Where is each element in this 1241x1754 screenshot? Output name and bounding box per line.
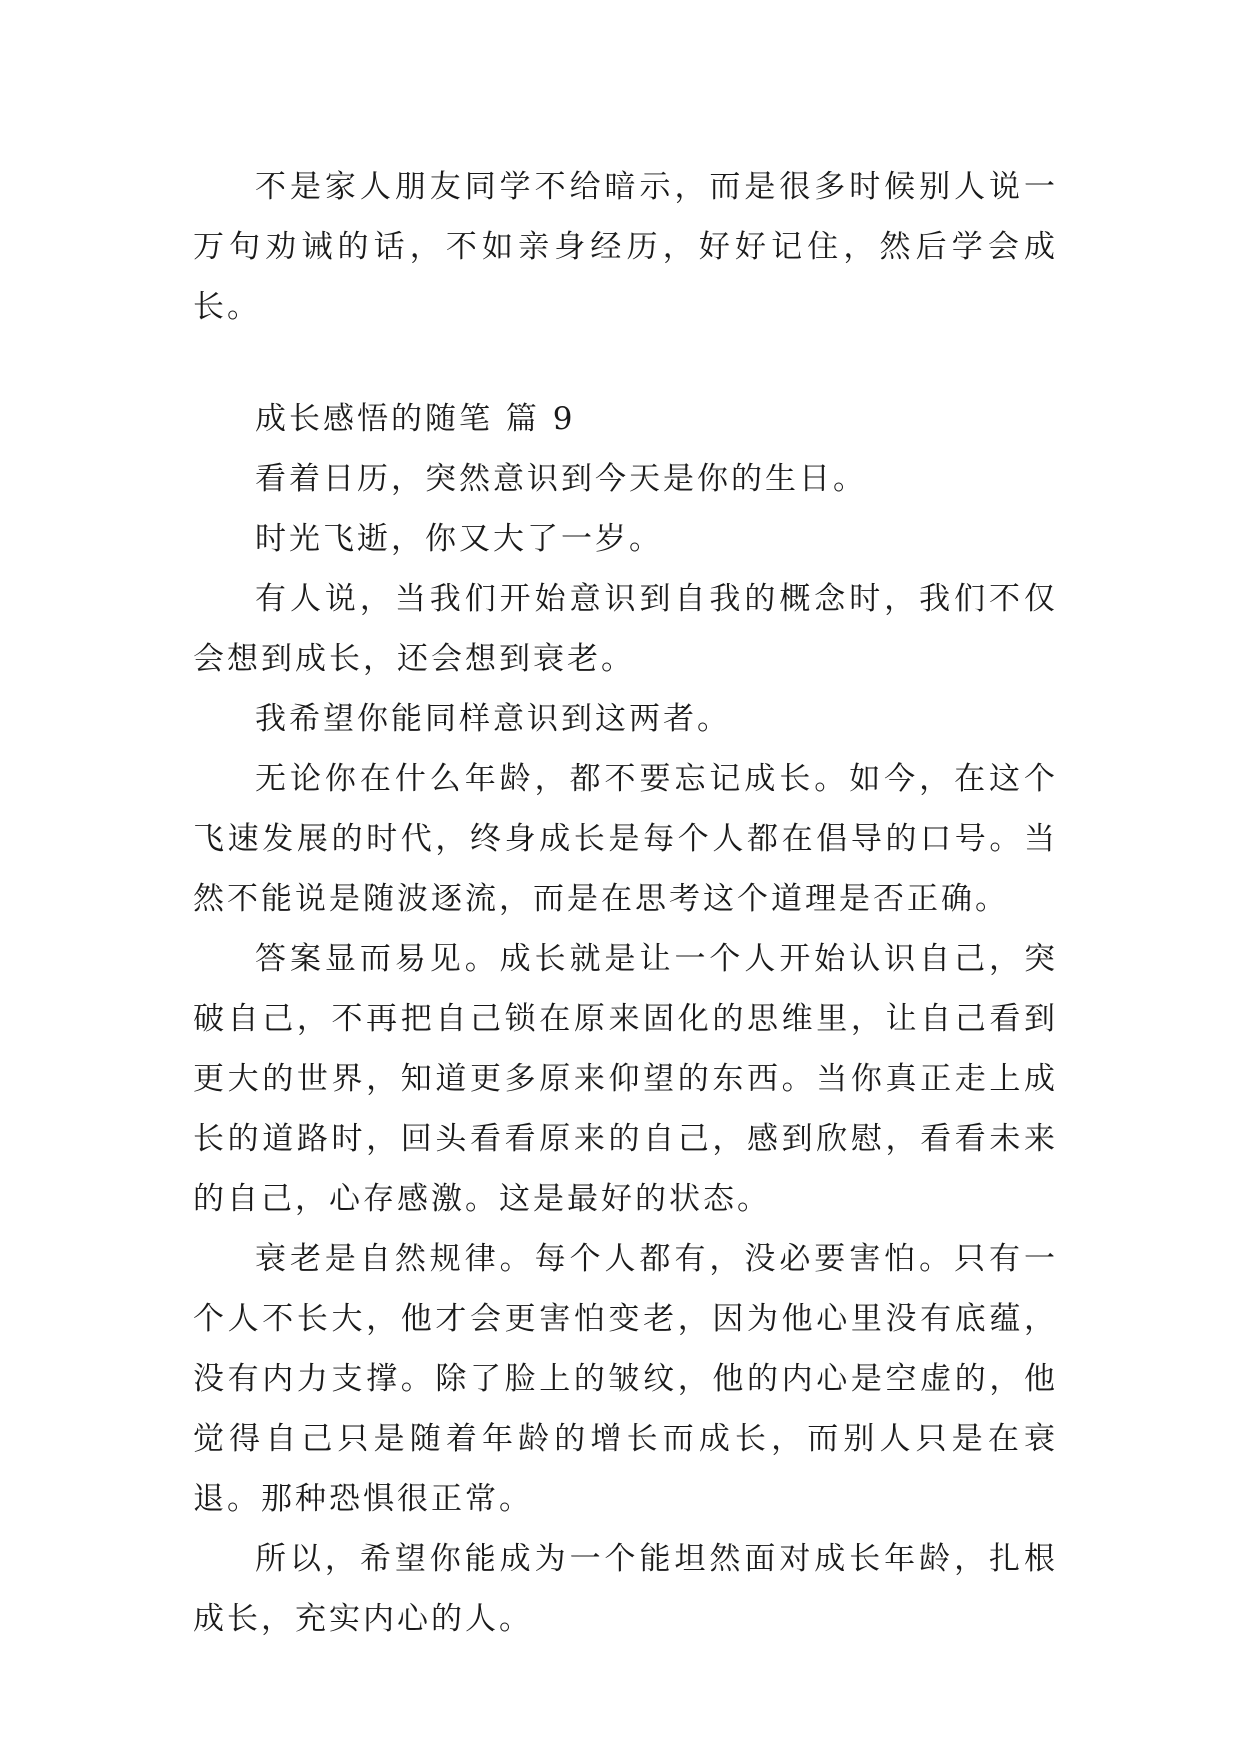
- paragraph-aging-natural: 衰老是自然规律。每个人都有，没必要害怕。只有一个人不长大，他才会更害怕变老，因为他心里没有底蕴，没有内力支撑。除了脸上的皱纹，他的内心是空虚的，他觉得自己只是随着年龄的增长而成长，而别人只是在衰退。那种恐惧很正常。: [193, 1241, 1058, 1517]
- document-body: [193, 157, 1058, 1649]
- paragraph-hope-both: 我希望你能同样意识到这两者。: [255, 701, 731, 737]
- paragraph-advice: 不是家人朋友同学不给暗示，而是很多时候别人说一万句劝诫的话，不如亲身经历，好好记住，然后学会成长。: [193, 169, 1058, 325]
- paragraph-conclusion: 所以，希望你能成为一个能坦然面对成长年龄，扎根成长，充实内心的人。: [193, 1541, 1058, 1637]
- paragraph-time-flies: 时光飞逝，你又大了一岁。: [255, 521, 663, 557]
- paragraph-calendar: 看着日历，突然意识到今天是你的生日。: [255, 461, 867, 497]
- paragraph-never-forget-growth: 无论你在什么年龄，都不要忘记成长。如今，在这个飞速发展的时代，终身成长是每个人都在倡导的口号。当然不能说是随波逐流，而是在思考这个道理是否正确。: [193, 761, 1058, 917]
- paragraph-answer-obvious: 答案显而易见。成长就是让一个人开始认识自己，突破自己，不再把自己锁在原来固化的思维里，让自己看到更大的世界，知道更多原来仰望的东西。当你真正走上成长的道路时，回头看看原来的自己，感到欣慰，看看未来的自己，心存感激。这是最好的状态。: [193, 941, 1058, 1217]
- paragraph-growth-and-aging: 有人说，当我们开始意识到自我的概念时，我们不仅会想到成长，还会想到衰老。: [193, 581, 1058, 677]
- section-heading: 成长感悟的随笔 篇 9: [255, 401, 576, 437]
